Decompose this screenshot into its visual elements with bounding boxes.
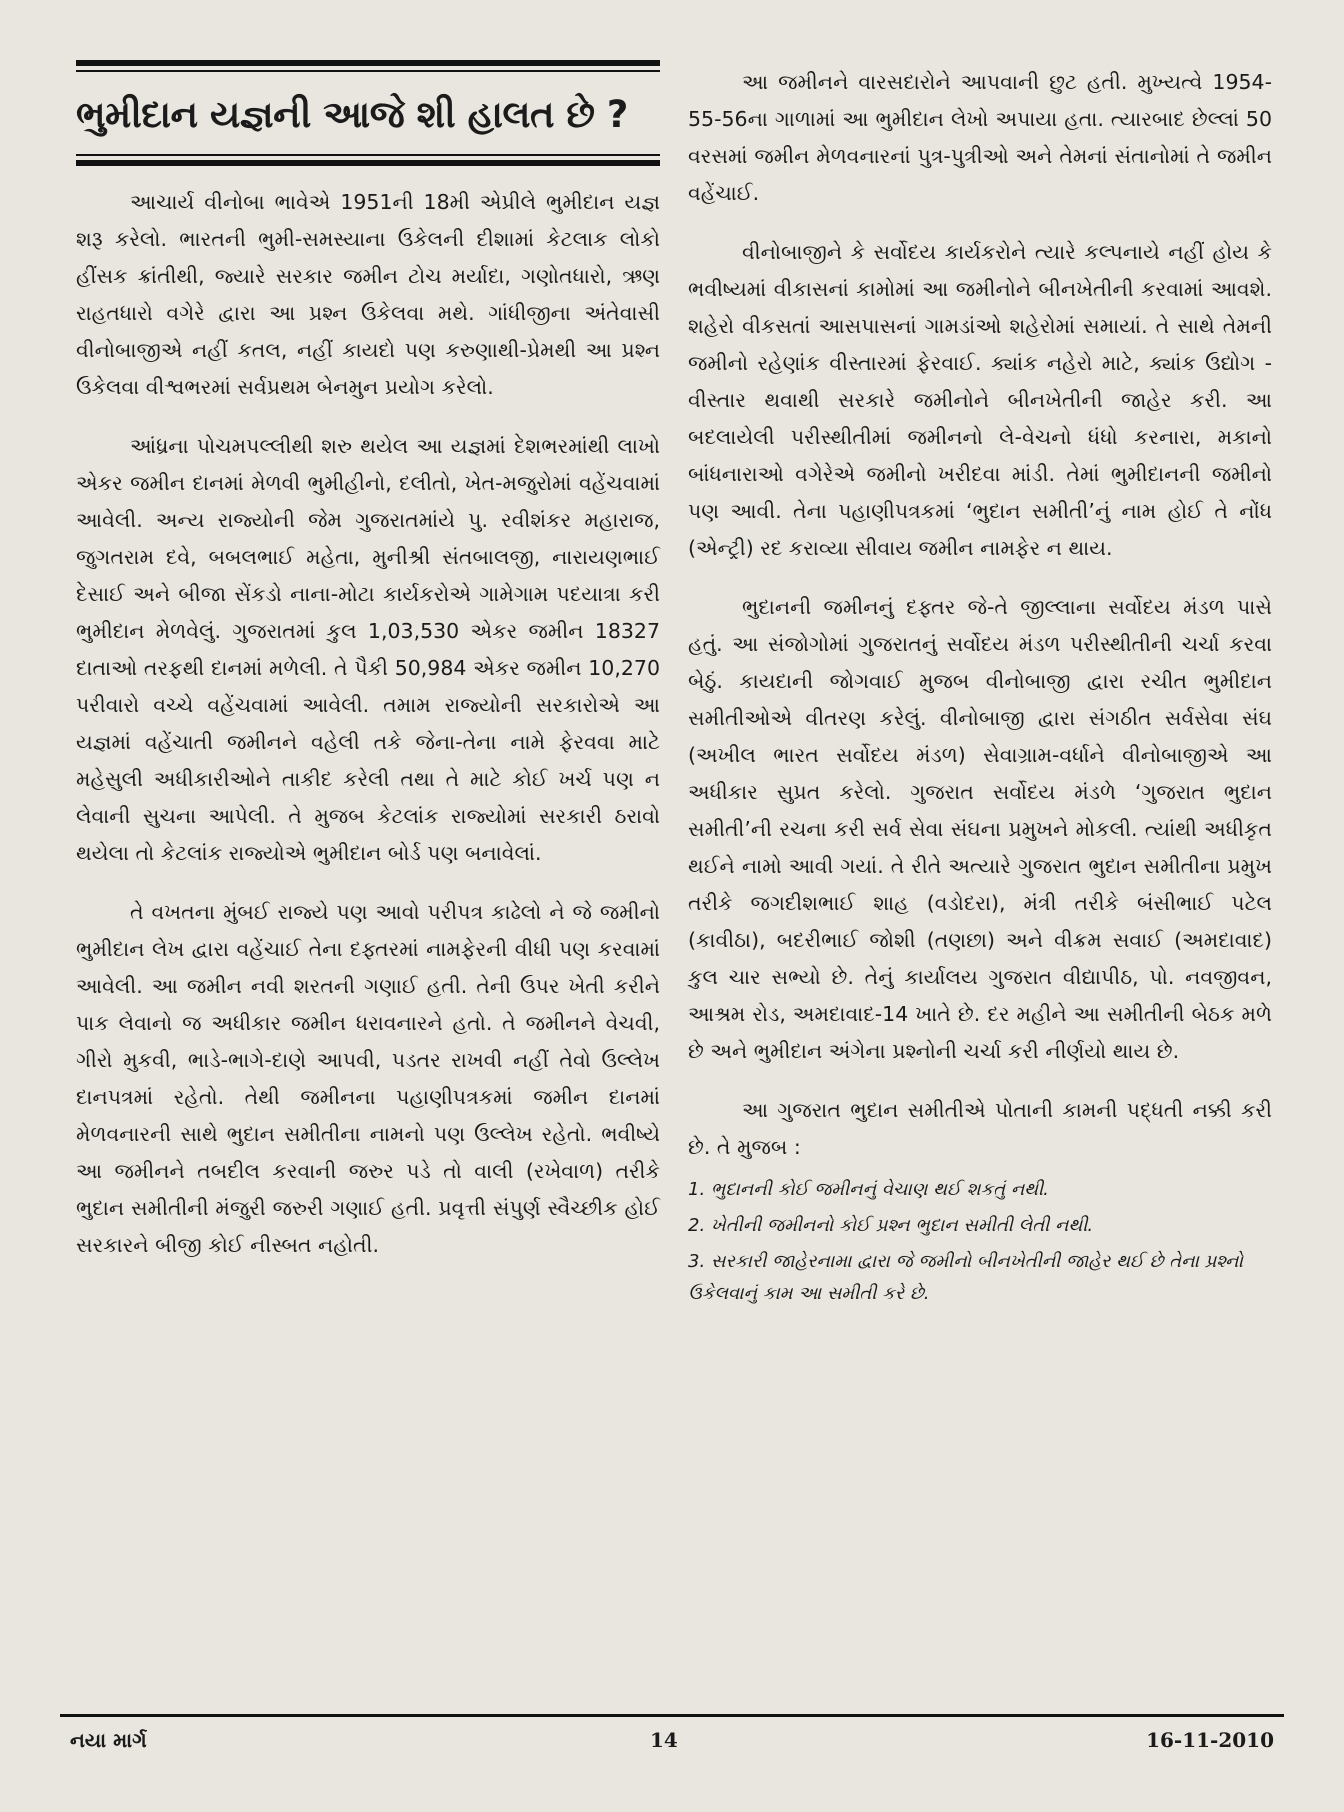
paragraph: વીનોબાજીને કે સર્વોદય કાર્યકરોને ત્યારે કલ્પનાયે નહીં હોય કે ભવીષ્યમાં વીકાસનાં કામોમાં આ જમીનોને બીનખેતીની કરવામાં આવશે. શહેરો વીકસતાં આસપાસનાં ગામડાંઓ શહેરોમાં સમાયાં. તે સાથે તેમની જમીનો રહેણાંક વીસ્તારમાં ફેરવાઈ. ક્યાંક નહેરો માટે, ક્યાંક ઉદ્યોગ - વીસ્તાર થવાથી સરકારે જમીનોને બીનખેતીની જાહેર કરી. આ બદલાયેલી પરીસ્થીતીમાં જમીનનો લે-વેચનો ધંધો કરનારા, મકાનો બાંધનારાઓ વગેરેએ જમીનો ખરીદવા માંડી. તેમાં ભુમીદાનની જમીનો પણ આવી. તેના પહાણીપત્રકમાં ‘ભુદાન સમીતી’નું નામ હોઈ તે નોંધ (એન્ટ્રી) રદ કરાવ્યા સીવાય જમીન નામફેર ન થાય. bbox=[688, 240, 1272, 560]
rule-item: 1. ભુદાનની કોઈ જમીનનું વેચાણ થઈ શકતું નથી. bbox=[688, 1179, 1049, 1200]
article-title: ભુમીદાન યજ્ઞની આજે શી હાલત છે ? bbox=[76, 93, 628, 136]
left-column bbox=[76, 60, 660, 1286]
paragraph: આ ગુજરાત ભુદાન સમીતીએ પોતાની કામની પદ્ધતી નક્કી કરી છે. તે મુજબ : bbox=[688, 1098, 1272, 1159]
rule-item: 3. સરકારી જાહેરનામા દ્વારા જે જમીનો બીનખેતીની જાહેર થઈ છે તેના પ્રશ્નો ઉકેલવાનું કામ આ સમીતી કરે છે. bbox=[688, 1251, 1243, 1304]
paragraph: તે વખતના મુંબઈ રાજ્યે પણ આવો પરીપત્ર કાઢેલો ને જે જમીનો ભુમીદાન લેખ દ્વારા વહેંચાઈ તેના દફ્તરમાં નામફેરની વીધી પણ કરવામાં આવેલી. આ જમીન નવી શરતની ગણાઈ હતી. તેની ઉપર ખેતી કરીને પાક લેવાનો જ અધીકાર જમીન ધરાવનારને હતો. તે જમીનને વેચવી, ગીરો મુકવી, ભાડે-ભાગે-દાણે આપવી, પડતર રાખવી નહીં તેવો ઉલ્લેખ દાનપત્રમાં રહેતો. તેથી જમીનના પહાણીપત્રકમાં જમીન દાનમાં મેળવનારની સાથે ભુદાન સમીતીના નામનો પણ ઉલ્લેખ રહેતો. ભવીષ્યે આ જમીનને તબદીલ કરવાની જરુર પડે તો વાલી (રખેવાળ) તરીકે ભુદાન સમીતીની મંજુરી જરુરી ગણાઈ હતી. પ્રવૃત્તી સંપુર્ણ સ્વૈચ્છીક હોઈ સરકારને બીજી કોઈ નીસ્બત નહોતી. bbox=[76, 900, 660, 1257]
title-top-rule bbox=[76, 60, 660, 66]
paragraph: ભુદાનની જમીનનું દફ્તર જે-તે જીલ્લાના સર્વોદય મંડળ પાસે હતું. આ સંજોગોમાં ગુજરાતનું સર્વોદય મંડળ પરીસ્થીતીની ચર્ચા કરવા બેઠું. કાયદાની જોગવાઈ મુજબ વીનોબાજી દ્વારા રચીત ભુમીદાન સમીતીઓએ વીતરણ કરેલું. વીનોબાજી દ્વારા સંગઠીત સર્વસેવા સંઘ (અખીલ ભારત સર્વોદય મંડળ) સેવાગ્રામ-વર્ધાને વીનોબાજીએ આ અધીકાર સુપ્રત કરેલો. ગુજરાત સર્વોદય મંડળે ‘ગુજરાત ભુદાન સમીતી’ની રચના કરી સર્વ સેવા સંઘના પ્રમુખને મોકલી. ત્યાંથી અધીકૃત થઈને નામો આવી ગયાં. તે રીતે અત્યારે ગુજરાત ભુદાન સમીતીના પ્રમુખ તરીકે જગદીશભાઈ શાહ (વડોદરા), મંત્રી તરીકે બંસીભાઈ પટેલ (કાવીઠા), બદરીભાઈ જોશી (તણછા) અને વીક્રમ સવાઈ (અમદાવાદ) કુલ ચાર સભ્યો છે. તેનું કાર્યાલય ગુજરાત વીદ્યાપીઠ, પો. નવજીવન, આશ્રમ રોડ, અમદાવાદ-14 ખાતે છે. દર મહીને આ સમીતીની બેઠક મળે છે અને ભુમીદાન અંગેના પ્રશ્નોની ચર્ચા કરી નીર્ણયો થાય છે. bbox=[688, 595, 1272, 1063]
page-number: 14 bbox=[650, 1728, 678, 1752]
page-footer bbox=[60, 1722, 1284, 1756]
publication-name: નયા માર્ગ bbox=[70, 1728, 147, 1752]
right-column bbox=[688, 64, 1272, 1314]
rule-item: 2. ખેતીની જમીનનો કોઈ પ્રશ્ન ભુદાન સમીતી લેતી નથી. bbox=[688, 1215, 1094, 1236]
footer-rule bbox=[60, 1714, 1284, 1717]
title-top-thin-rule bbox=[76, 70, 660, 72]
paragraph: આચાર્ય વીનોબા ભાવેએ 1951ની 18મી એપ્રીલે ભુમીદાન યજ્ઞ શરૂ કરેલો. ભારતની ભુમી-સમસ્યાના ઉકેલની દીશામાં કેટલાક લોકો હીંસક ક્રાંતીથી, જ્યારે સરકાર જમીન ટોચ મર્યાદા, ગણોતધારો, ઋણ રાહતધારો વગેરે દ્વારા આ પ્રશ્ન ઉકેલવા મથે. ગાંધીજીના અંતેવાસી વીનોબાજીએ નહીં કતલ, નહીં કાયદો પણ કરુણાથી-પ્રેમથી આ પ્રશ્ન ઉકેલવા વીશ્વભરમાં સર્વપ્રથમ બેનમુન પ્રયોગ કરેલો. bbox=[76, 190, 660, 399]
title-bottom-thin-rule bbox=[76, 154, 660, 156]
issue-date: 16-11-2010 bbox=[1146, 1728, 1274, 1752]
paragraph: આંધ્રના પોચમપલ્લીથી શરુ થયેલ આ યજ્ઞમાં દેશભરમાંથી લાખો એકર જમીન દાનમાં મેળવી ભુમીહીનો, દલીતો, ખેત-મજુરોમાં વહેંચવામાં આવેલી. અન્ય રાજ્યોની જેમ ગુજરાતમાંયે પુ. રવીશંકર મહારાજ, જુગતરામ દવે, બબલભાઈ મહેતા, મુનીશ્રી સંતબાલજી, નારાયણભાઈ દેસાઈ અને બીજા સેંકડો નાના-મોટા કાર્યકરોએ ગામેગામ પદયાત્રા કરી ભુમીદાન મેળવેલું. ગુજરાતમાં કુલ 1,03,530 એકર જમીન 18327 દાતાઓ તરફથી દાનમાં મળેલી. તે પૈકી 50,984 એકર જમીન 10,270 પરીવારો વચ્ચે વહેંચવામાં આવેલી. તમામ રાજ્યોની સરકારોએ આ યજ્ઞમાં વહેંચાતી જમીનને વહેલી તકે જેના-તેના નામે ફેરવવા માટે મહેસુલી અધીકારીઓને તાકીદ કરેલી તથા તે માટે કોઈ ખર્ચ પણ ન લેવાની સુચના આપેલી. તે મુજબ કેટલાંક રાજ્યોમાં સરકારી ઠરાવો થયેલા તો કેટલાંક રાજ્યોએ ભુમીદાન બોર્ડ પણ બનાવેલાં. bbox=[76, 434, 660, 865]
paragraph: આ જમીનને વારસદારોને આપવાની છુટ હતી. મુખ્યત્વે 1954-55-56ના ગાળામાં આ ભુમીદાન લેખો અપાયા હતા. ત્યારબાદ છેલ્લાં 50 વરસમાં જમીન મેળવનારનાં પુત્ર-પુત્રીઓ અને તેમનાં સંતાનોમાં તે જમીન વહેંચાઈ. bbox=[688, 70, 1272, 205]
title-bottom-rule bbox=[76, 160, 660, 166]
